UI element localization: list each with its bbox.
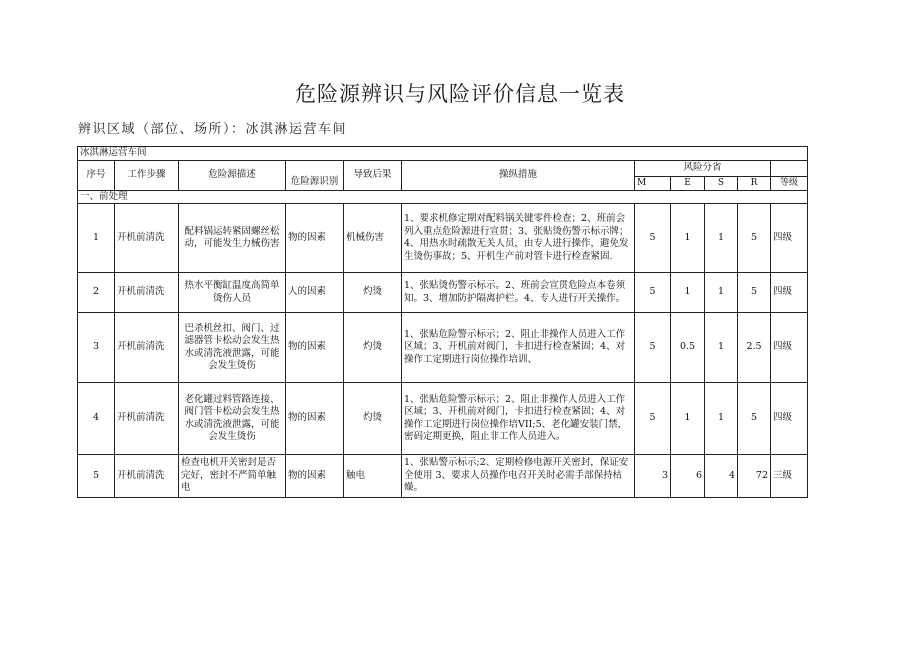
cell-step: 开机前清洗 bbox=[115, 313, 179, 383]
identification-area: 辨识区域（部位、场所）：冰淇淋运营车间 bbox=[78, 122, 348, 137]
cell-desc: 巴杀机丝扣、阀门、过滤器管卡松动会发生热水或清洗液泄露，可能会发生烫伤 bbox=[179, 313, 286, 383]
header-step: 工作步骤 bbox=[115, 161, 179, 191]
cell-ident: 物的因素 bbox=[286, 455, 344, 498]
header-ident: 危险源识别 bbox=[286, 161, 344, 191]
header-r: R bbox=[738, 177, 771, 191]
cell-m: 5 bbox=[635, 273, 671, 313]
cell-r: 5 bbox=[738, 383, 771, 455]
cell-s: 1 bbox=[705, 204, 738, 273]
cell-grade: 四级 bbox=[771, 383, 808, 455]
cell-result: 触电 bbox=[344, 455, 402, 498]
cell-s: 1 bbox=[705, 383, 738, 455]
header-result: 导致后果 bbox=[344, 161, 402, 191]
document-title: 危险源辨识与风险评价信息一览表 bbox=[295, 82, 625, 106]
cell-desc: 热水平衡缸温度高简单烫伤人员 bbox=[179, 273, 286, 313]
cell-seq: 5 bbox=[78, 455, 115, 498]
cell-e: 1 bbox=[671, 273, 705, 313]
cell-measures: 1、要求机修定期对配料锅关键零件检查；2、班前会列入重点危险源进行宣贯；3、张贴烫伤警示标示牌；4、用热水时疏散无关人员，由专人进行操作，避免发生烫伤事故；5、开机生产前对管卡进行检查紧固. bbox=[402, 204, 635, 273]
cell-m: 5 bbox=[635, 313, 671, 383]
hazard-table bbox=[77, 146, 808, 498]
cell-s: 4 bbox=[705, 455, 738, 498]
cell-ident: 物的因素 bbox=[286, 383, 344, 455]
cell-e: 1 bbox=[671, 383, 705, 455]
cell-m: 5 bbox=[635, 383, 671, 455]
cell-grade: 四级 bbox=[771, 313, 808, 383]
cell-result: 灼烫 bbox=[344, 273, 402, 313]
cell-desc: 老化罐过料管路连接、阀门管卡松动会发生热水或清洗液泄露，可能会发生烫伤 bbox=[179, 383, 286, 455]
header-desc: 危险源描述 bbox=[179, 161, 286, 191]
table-row bbox=[78, 383, 808, 455]
cell-m: 5 bbox=[635, 204, 671, 273]
section-title: 冰淇淋运营车间 bbox=[78, 147, 808, 161]
table-row bbox=[78, 204, 808, 273]
cell-ident: 物的因素 bbox=[286, 313, 344, 383]
cell-measures: 1、张贴危险警示标示；2、阻止非操作人员进入工作区域；3、开机前对阀门，卡扣进行检查紧固；4、对操作工定期进行岗位操作培VII;5、老化罐安装门禁，密码定期更换，阻止非工作人员进入。 bbox=[402, 383, 635, 455]
cell-m: 3 bbox=[635, 455, 671, 498]
cell-seq: 4 bbox=[78, 383, 115, 455]
cell-result: 灼烫 bbox=[344, 313, 402, 383]
cell-seq: 1 bbox=[78, 204, 115, 273]
cell-step: 开机前清洗 bbox=[115, 204, 179, 273]
header-risk: 风险分省 bbox=[635, 161, 771, 177]
cell-r: 72 bbox=[738, 455, 771, 498]
cell-s: 1 bbox=[705, 273, 738, 313]
group-row bbox=[78, 190, 808, 204]
cell-step: 开机前清洗 bbox=[115, 383, 179, 455]
cell-measures: 1、张贴危险警示标示；2、阻止非操作人员进入工作区域；3、开机前对阀门，卡扣进行检查紧固；4、对操作工定期进行岗位操作培训、 bbox=[402, 313, 635, 383]
cell-seq: 2 bbox=[78, 273, 115, 313]
table-row bbox=[78, 313, 808, 383]
cell-s: 1 bbox=[705, 313, 738, 383]
section-row bbox=[78, 147, 808, 161]
header-measures: 操纵措施 bbox=[402, 161, 635, 191]
cell-measures: 1、张贴警示标示;2、定期检修电源开关密封，保证安全使用 3、要求人员操作电召开关时必需手部保持枯燥。 bbox=[402, 455, 635, 498]
header-seq: 序号 bbox=[78, 161, 115, 191]
cell-r: 5 bbox=[738, 273, 771, 313]
cell-result: 机械伤害 bbox=[344, 204, 402, 273]
cell-e: 6 bbox=[671, 455, 705, 498]
cell-measures: 1、张贴烫伤警示标示。2、班前会宣贯危险点本卷须知。3、增加防护隔离护栏。4、专人进行开关操作。 bbox=[402, 273, 635, 313]
cell-r: 2.5 bbox=[738, 313, 771, 383]
cell-step: 开机前清洗 bbox=[115, 273, 179, 313]
cell-ident: 物的因素 bbox=[286, 204, 344, 273]
cell-desc: 检查电机开关密封是否完好，密封不严简单触电 bbox=[179, 455, 286, 498]
table-row bbox=[78, 273, 808, 313]
header-row bbox=[78, 161, 808, 177]
cell-step: 开机前清洗 bbox=[115, 455, 179, 498]
cell-r: 5 bbox=[738, 204, 771, 273]
cell-result: 灼烫 bbox=[344, 383, 402, 455]
cell-e: 1 bbox=[671, 204, 705, 273]
group-label: 一、前处理 bbox=[78, 190, 808, 204]
header-blank bbox=[771, 161, 808, 177]
cell-seq: 3 bbox=[78, 313, 115, 383]
header-m: M bbox=[635, 177, 671, 191]
table-row bbox=[78, 455, 808, 498]
cell-grade: 四级 bbox=[771, 204, 808, 273]
cell-grade: 四级 bbox=[771, 273, 808, 313]
cell-e: 0.5 bbox=[671, 313, 705, 383]
header-s: S bbox=[705, 177, 738, 191]
cell-grade: 三级 bbox=[771, 455, 808, 498]
header-grade: 等级 bbox=[771, 177, 808, 191]
header-e: E bbox=[671, 177, 705, 191]
cell-desc: 配料锅运转紧固螺丝松动，可能发生力械伤害 bbox=[179, 204, 286, 273]
cell-ident: 人的因素 bbox=[286, 273, 344, 313]
